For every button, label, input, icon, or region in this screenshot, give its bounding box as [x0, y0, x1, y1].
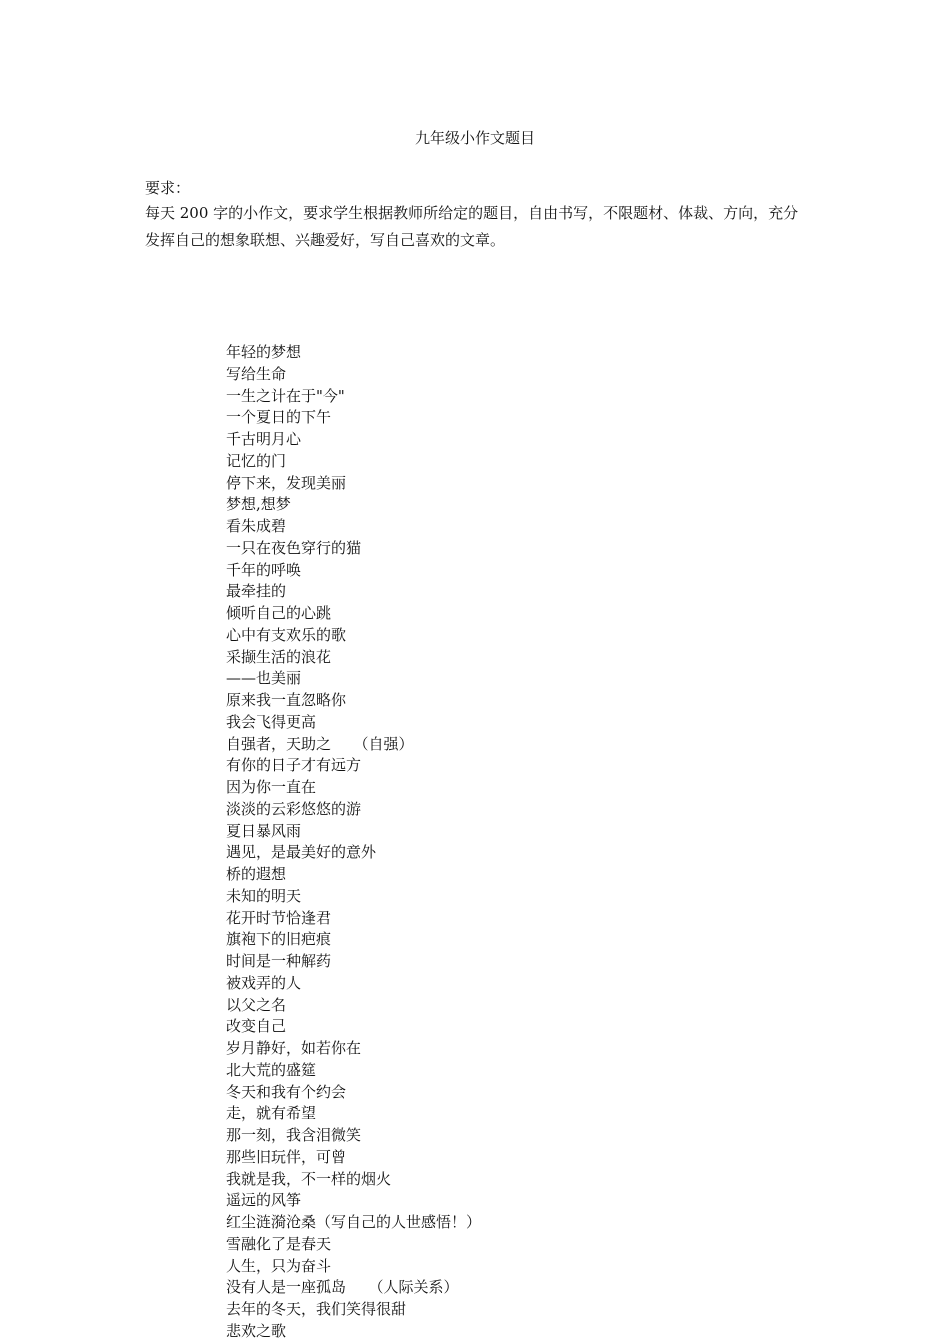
topic-item: 夏日暴风雨 — [226, 821, 302, 840]
topic-item: 时间是一种解药 — [226, 952, 332, 970]
topic-item: 岁月静好，如若你在 — [226, 1039, 362, 1057]
topic-item: 采撷生活的浪花 — [226, 647, 332, 666]
topic-item: 千古明月心 — [226, 430, 302, 448]
topic-item: 一生之计在于"今" — [226, 386, 345, 405]
topic-item: 心中有支欢乐的歌 — [226, 625, 347, 644]
topic-item: 一只在夜色穿行的猫 — [226, 538, 362, 557]
document-title: 九年级小作文题目 — [414, 129, 535, 147]
topic-item: 去年的冬天，我们笑得很甜 — [226, 1300, 407, 1318]
topic-item: 那一刻，我含泪微笑 — [226, 1126, 362, 1144]
topic-item: 悲欢之歌 — [226, 1321, 287, 1340]
topic-item: 未知的明天 — [226, 886, 302, 905]
topic-item: 桥的遐想 — [226, 865, 287, 883]
topic-item: ——也美丽 — [226, 669, 302, 688]
topic-item: 我就是我，不一样的烟火 — [226, 1169, 392, 1188]
topic-item: 年轻的梦想 — [226, 343, 302, 361]
topic-item: 改变自己 — [226, 1017, 287, 1036]
requirement-label: 要求： — [145, 179, 191, 197]
topic-item: 有你的日子才有远方 — [226, 756, 362, 775]
topic-item: 倾听自己的心跳 — [226, 604, 332, 622]
topic-item: 没有人是一座孤岛 （人际关系） — [226, 1278, 459, 1297]
topic-item: 原来我一直忽略你 — [226, 691, 347, 709]
topic-item: 看朱成碧 — [226, 517, 287, 535]
topic-item: 走，就有希望 — [226, 1104, 317, 1123]
topic-item: 停下来，发现美丽 — [226, 473, 347, 492]
topic-item: 最牵挂的 — [226, 582, 287, 601]
topic-item: 北大荒的盛筵 — [226, 1060, 317, 1079]
topic-item: 被戏弄的人 — [226, 973, 302, 992]
topic-item: 写给生命 — [226, 364, 287, 383]
topic-item: 记忆的门 — [226, 451, 287, 470]
requirement-text: 每天 200 字的小作文，要求学生根据教师所给定的题目，自由书写，不限题材、体裁、方向，充分发挥自己的想象联想、兴趣爱好，写自己喜欢的文章。 — [145, 204, 799, 249]
topic-item: 人生，只为奋斗 — [226, 1256, 332, 1275]
topic-item: 那些旧玩伴，可曾 — [226, 1147, 347, 1166]
topic-item: 雪融化了是春天 — [226, 1234, 332, 1253]
topic-item: 冬天和我有个约会 — [226, 1082, 347, 1101]
topic-item: 以父之名 — [226, 995, 287, 1014]
topic-item: 淡淡的云彩悠悠的游 — [226, 799, 362, 818]
topic-item: 遥远的风筝 — [226, 1191, 302, 1210]
topic-item: 旗袍下的旧疤痕 — [226, 930, 332, 949]
topic-item: 千年的呼唤 — [226, 560, 302, 579]
topic-item: 自强者，天助之 （自强） — [226, 734, 414, 753]
topic-item: 一个夏日的下午 — [226, 408, 332, 427]
topic-item: 我会飞得更高 — [226, 712, 317, 731]
topic-item: 红尘涟漪沧桑（写自己的人世感悟！） — [226, 1213, 482, 1231]
topic-item: 遇见，是最美好的意外 — [226, 843, 377, 862]
topic-item: 花开时节恰逢君 — [226, 908, 332, 927]
topic-list — [226, 342, 481, 1343]
topic-item: 因为你一直在 — [226, 778, 317, 796]
topic-item: 梦想,想梦 — [226, 495, 291, 514]
